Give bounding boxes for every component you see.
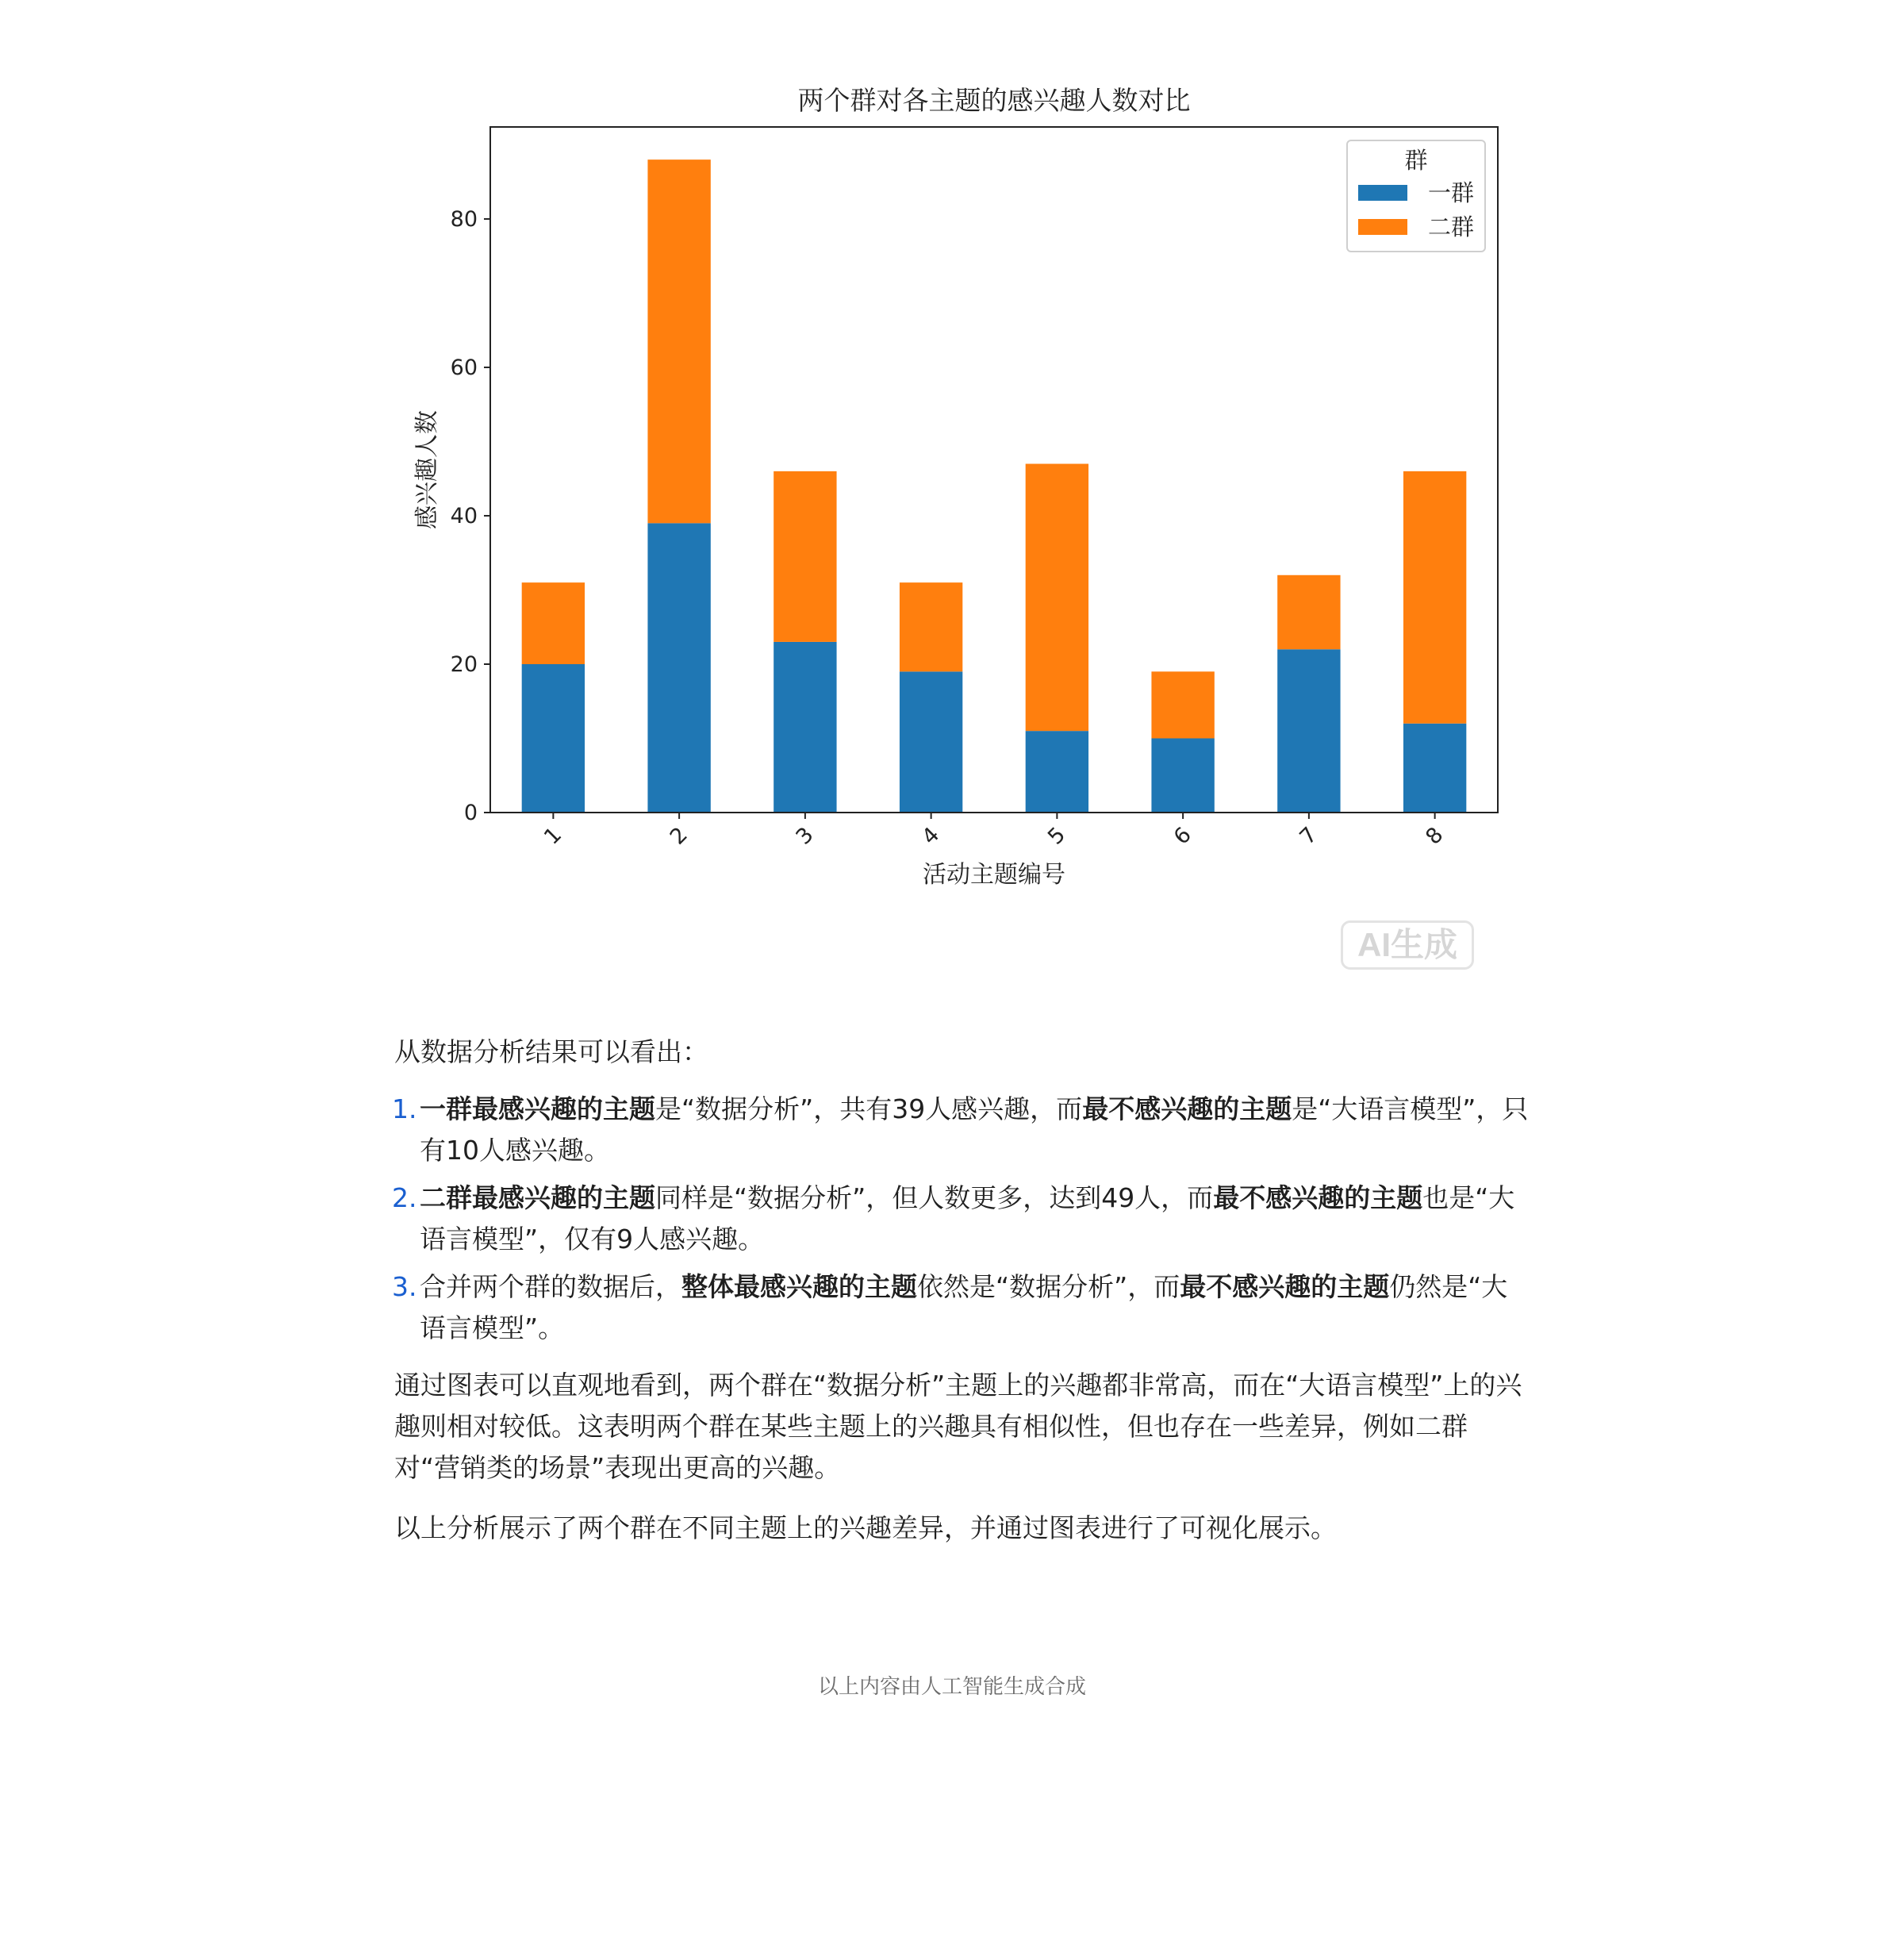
conclusion-paragraph: 以上分析展示了两个群在不同主题上的兴趣差异，并通过图表进行了可视化展示。 — [394, 1512, 1337, 1543]
bar-group2-topic-5 — [1026, 464, 1088, 732]
list-number: 1. — [392, 1093, 417, 1124]
ai-disclaimer-footer: 以上内容由人工智能生成合成 — [817, 1675, 1086, 1699]
bar-group2-topic-2 — [647, 159, 710, 523]
x-tick-label: 6 — [1169, 822, 1196, 850]
bar-group2-topic-3 — [774, 471, 836, 642]
list-item: 2. 二群最感兴趣的主题同样是“数据分析”，但人数更多，达到49人，而最不感兴趣的主题也是“大语言模型”，仅有9人感兴趣。 — [394, 1178, 1529, 1260]
list-item: 1. 一群最感兴趣的主题是“数据分析”，共有39人感兴趣，而最不感兴趣的主题是“大语言模型”，只有10人感兴趣。 — [394, 1089, 1529, 1171]
list-item: 3. 合并两个群的数据后，整体最感兴趣的主题依然是“数据分析”，而最不感兴趣的主题仍然是“大语言模型”。 — [394, 1266, 1529, 1349]
y-tick-label: 40 — [450, 503, 478, 528]
bar-group1-topic-6 — [1151, 738, 1214, 813]
bar-group1-topic-2 — [647, 523, 710, 813]
legend-swatch-group1 — [1358, 185, 1407, 201]
legend-swatch-group2 — [1358, 219, 1407, 235]
bar-group1-topic-8 — [1403, 724, 1466, 813]
stacked-bar-chart — [389, 75, 1523, 1004]
y-tick-label: 20 — [450, 651, 478, 677]
x-tick-label: 7 — [1295, 822, 1322, 850]
bar-group2-topic-8 — [1403, 471, 1466, 724]
legend — [1347, 140, 1485, 252]
y-tick-label: 80 — [450, 206, 478, 232]
analysis-text — [394, 1032, 1529, 1568]
findings-list — [394, 1089, 1529, 1349]
legend-title: 群 — [1404, 147, 1428, 174]
chart-title: 两个群对各主题的感兴趣人数对比 — [797, 85, 1191, 116]
bar-group2-topic-4 — [900, 582, 962, 671]
x-tick-label: 1 — [539, 822, 567, 850]
y-tick-label: 60 — [450, 355, 478, 380]
bar-group1-topic-5 — [1026, 731, 1088, 813]
x-tick-label: 3 — [791, 822, 819, 850]
summary-paragraph: 通过图表可以直观地看到，两个群在“数据分析”主题上的兴趣都非常高，而在“大语言模型”上的兴趣则相对较低。这表明两个群在某些主题上的兴趣具有相似性，但也存在一些差异，例如二群对“营销类的场景”表现出更高的兴趣。 — [394, 1370, 1522, 1483]
bar-group1-topic-1 — [522, 664, 585, 813]
chart-canvas — [389, 75, 1523, 916]
x-axis-label: 活动主题编号 — [923, 861, 1065, 889]
list-number: 3. — [392, 1271, 417, 1302]
bar-group1-topic-7 — [1277, 649, 1340, 813]
bar-group2-topic-7 — [1277, 575, 1340, 650]
x-tick-label: 2 — [665, 822, 693, 850]
bar-group2-topic-1 — [522, 582, 585, 664]
legend-label-group1: 一群 — [1428, 179, 1475, 206]
intro-text: 从数据分析结果可以看出： — [394, 1036, 708, 1067]
list-number: 2. — [392, 1182, 417, 1213]
legend-label-group2: 二群 — [1428, 213, 1475, 240]
y-axis-label: 感兴趣人数 — [413, 410, 441, 529]
ai-generated-badge: AI生成 — [1341, 920, 1474, 970]
x-tick-label: 5 — [1042, 822, 1071, 850]
bar-group1-topic-3 — [774, 642, 836, 813]
bar-group1-topic-4 — [900, 671, 962, 813]
bar-group2-topic-6 — [1151, 671, 1214, 738]
y-tick-label: 0 — [463, 801, 478, 825]
x-tick-label: 4 — [917, 822, 945, 850]
x-tick-label: 8 — [1421, 822, 1449, 850]
